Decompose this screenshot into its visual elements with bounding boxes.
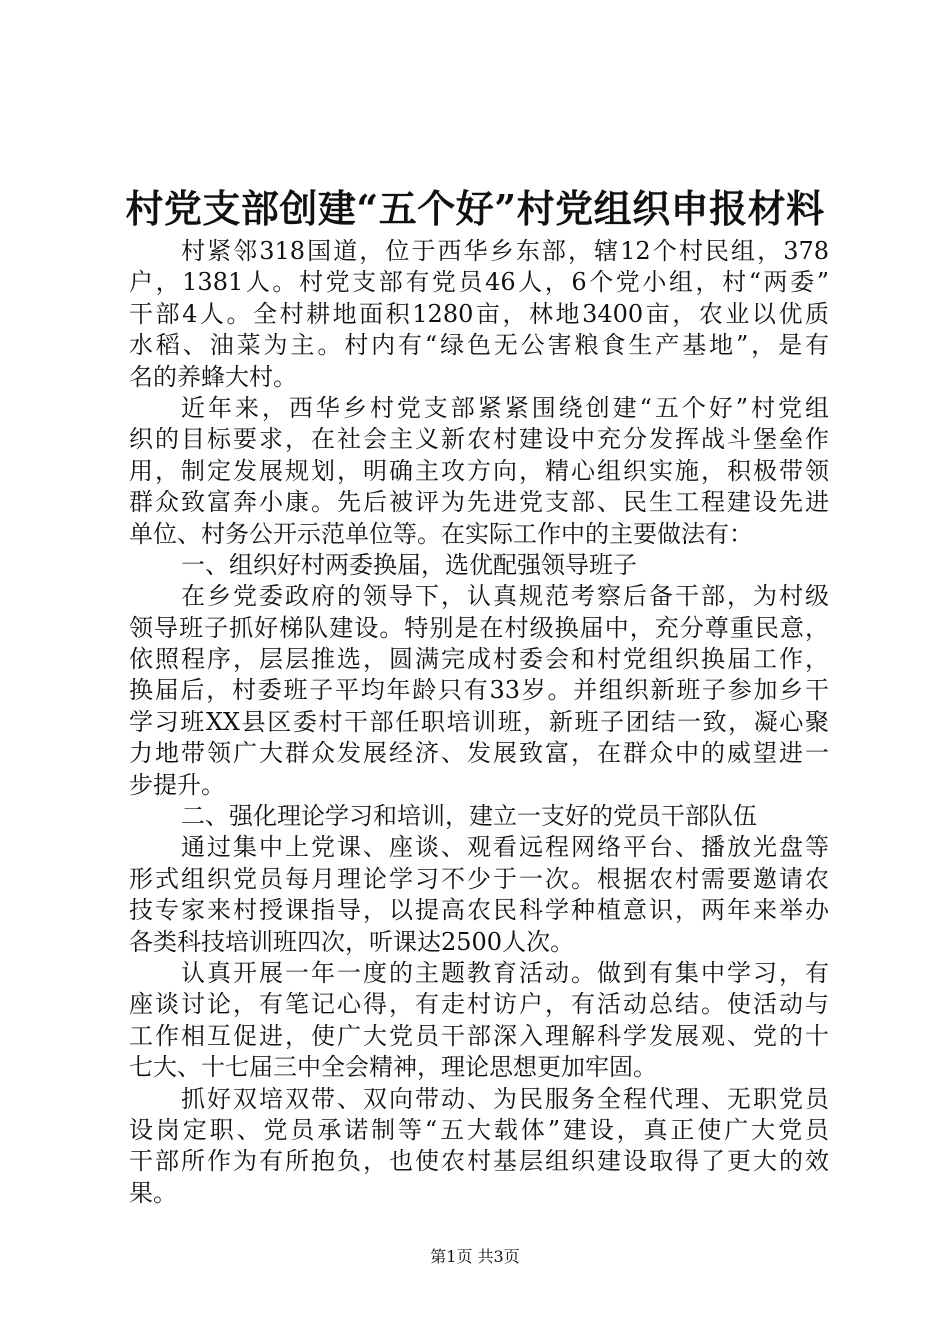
document-body <box>129 236 829 1209</box>
body-line: 技专家来村授课指导，以提高农民科学种植意识，两年来举办 <box>129 896 829 925</box>
body-line: 形式组织党员每月理论学习不少于一次。根据农村需要邀请农 <box>129 864 829 893</box>
body-line: 近年来，西华乡村党支部紧紧围绕创建“五个好”村党组 <box>181 393 829 422</box>
body-line: 干部所作为有所抱负，也使农村基层组织建设取得了更大的效 <box>129 1147 829 1176</box>
body-line: 二、强化理论学习和培训，建立一支好的党员干部队伍 <box>181 802 757 831</box>
body-line: 干部4人。全村耕地面积1280亩，林地3400亩，农业以优质 <box>129 299 829 328</box>
body-line: 工作相互促进，使广大党员干部深入理解科学发展观、党的十 <box>129 1021 829 1050</box>
body-line: 认真开展一年一度的主题教育活动。做到有集中学习，有 <box>181 958 829 987</box>
body-line: 学习班XX县区委村干部任职培训班，新班子团结一致，凝心聚 <box>129 707 829 736</box>
body-line: 织的目标要求，在社会主义新农村建设中充分发挥战斗堡垒作 <box>129 425 829 454</box>
body-line: 一、组织好村两委换届，选优配强领导班子 <box>181 550 637 579</box>
body-line: 名的养蜂大村。 <box>129 362 297 391</box>
body-line: 换届后，村委班子平均年龄只有33岁。并组织新班子参加乡干 <box>129 676 829 705</box>
body-line: 在乡党委政府的领导下，认真规范考察后备干部，为村级 <box>181 582 829 611</box>
body-line: 群众致富奔小康。先后被评为先进党支部、民生工程建设先进 <box>129 488 829 517</box>
body-line: 座谈讨论，有笔记心得，有走村访户，有活动总结。使活动与 <box>129 990 829 1019</box>
body-line: 用，制定发展规划，明确主攻方向，精心组织实施，积极带领 <box>129 456 829 485</box>
document-title: 村党支部创建“五个好”村党组织申报材料 <box>125 186 825 231</box>
body-line: 领导班子抓好梯队建设。特别是在村级换届中，充分尊重民意， <box>129 613 829 642</box>
body-line: 各类科技培训班四次，听课达2500人次。 <box>129 927 575 956</box>
body-line: 水稻、油菜为主。村内有“绿色无公害粮食生产基地”，是有 <box>129 331 829 360</box>
body-line: 依照程序，层层推选，圆满完成村委会和村党组织换届工作， <box>129 645 829 674</box>
body-line: 抓好双培双带、双向带动、为民服务全程代理、无职党员 <box>181 1084 829 1113</box>
page-footer: 第1页 共3页 <box>430 1247 520 1266</box>
body-line: 户，1381人。村党支部有党员46人，6个党小组，村“两委” <box>129 268 829 297</box>
body-line: 设岗定职、党员承诺制等“五大载体”建设，真正使广大党员 <box>129 1115 829 1144</box>
body-line: 通过集中上党课、座谈、观看远程网络平台、播放光盘等 <box>181 833 829 862</box>
body-line: 七大、十七届三中全会精神，理论思想更加牢固。 <box>129 1053 657 1082</box>
body-line: 步提升。 <box>129 770 225 799</box>
body-line: 力地带领广大群众发展经济、发展致富，在群众中的威望进一 <box>129 739 829 768</box>
body-line: 单位、村务公开示范单位等。在实际工作中的主要做法有： <box>129 519 753 548</box>
body-line: 果。 <box>129 1178 177 1207</box>
body-line: 村紧邻318国道，位于西华乡东部，辖12个村民组，378 <box>181 237 829 265</box>
